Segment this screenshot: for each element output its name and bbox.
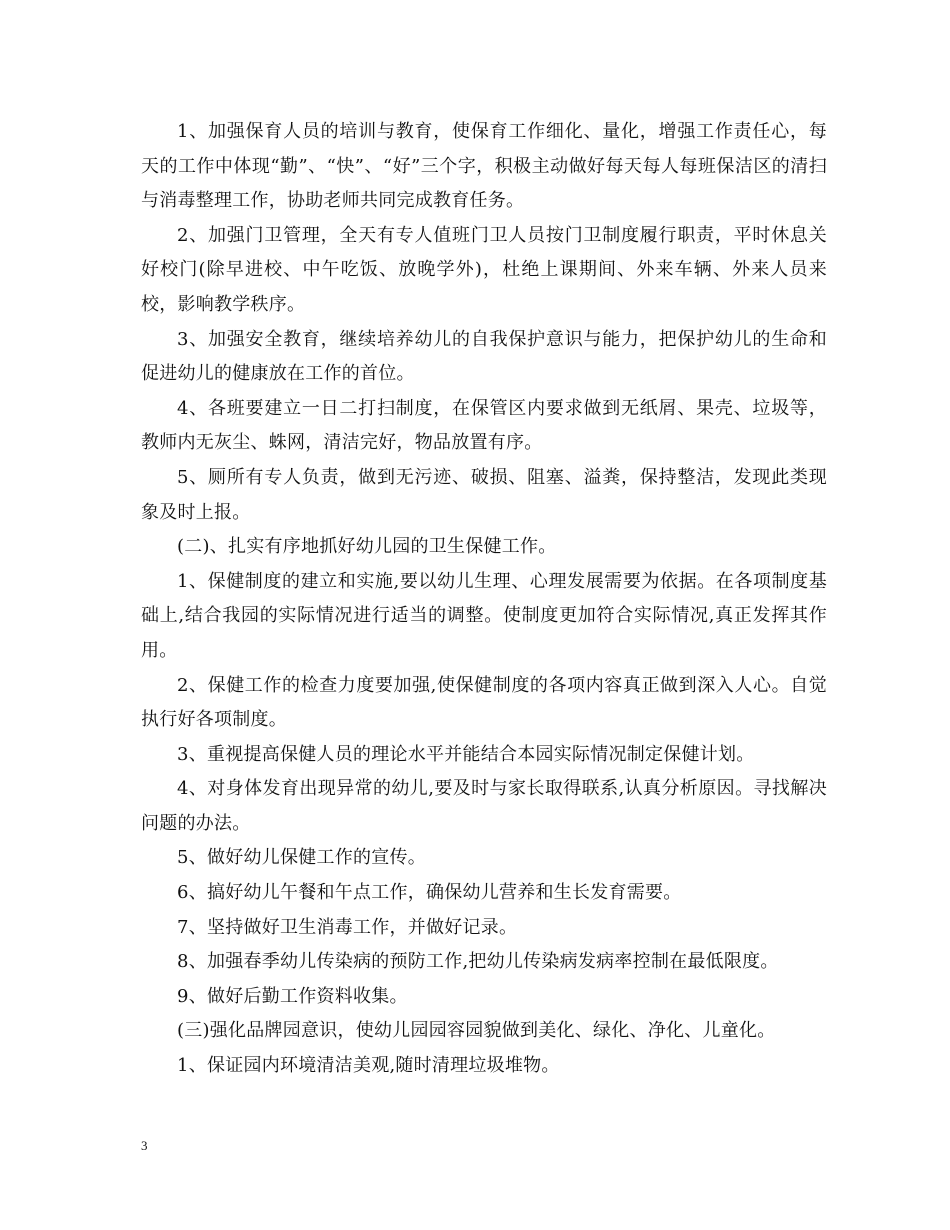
paragraph-abnormal-development: 4、对身体发育出现异常的幼儿,要及时与家长取得联系,认真分析原因。寻找解决问题的办法。 [141, 778, 827, 834]
paragraph-health-publicity: 5、做好幼儿保健工作的宣传。 [177, 847, 426, 869]
paragraph-environment-cleaning: 1、保证园内环境清洁美观,随时清理垃圾堆物。 [177, 1055, 560, 1077]
section-heading-health-care: (二)、扎实有序地抓好幼儿园的卫生保健工作。 [177, 536, 557, 558]
paragraph-disinfection: 7、坚持做好卫生消毒工作，并做好记录。 [177, 916, 518, 938]
document-body [141, 115, 827, 1084]
paragraph-health-inspection: 2、保健工作的检查力度要加强,使保健制度的各项内容真正做到深入人心。自觉执行好各项制度。 [141, 674, 827, 731]
paragraph-disease-prevention: 8、加强春季幼儿传染病的预防工作,把幼儿传染病发病率控制在最低限度。 [177, 951, 779, 973]
paragraph-cleaning-system: 4、各班要建立一日二打扫制度，在保管区内要求做到无纸屑、果壳、垃圾等，教师内无灰尘、蛛网，清洁完好，物品放置有序。 [141, 397, 827, 454]
paragraph-meals: 6、搞好幼儿午餐和午点工作，确保幼儿营养和生长发育需要。 [177, 882, 682, 904]
section-heading-brand-awareness: (三)强化品牌园意识，使幼儿园园容园貌做到美化、绿化、净化、儿童化。 [177, 1020, 776, 1042]
paragraph-gate-management: 2、加强门卫管理，全天有专人值班门卫人员按门卫制度履行职责，平时休息关好校门(除早进校、中午吃饭、放晚学外)，杜绝上课期间、外来车辆、外来人员来校，影响教学秩序。 [141, 224, 827, 315]
paragraph-safety-education: 3、加强安全教育，继续培养幼儿的自我保护意识与能力，把保护幼儿的生命和促进幼儿的健康放在工作的首位。 [141, 328, 827, 385]
page-number: 3 [141, 1138, 148, 1153]
paragraph-logistics-records: 9、做好后勤工作资料收集。 [177, 985, 408, 1007]
paragraph-health-staff-theory: 3、重视提高保健人员的理论水平并能结合本园实际情况制定保健计划。 [177, 743, 755, 765]
paragraph-staff-training: 1、加强保育人员的培训与教育，使保育工作细化、量化，增强工作责任心，每天的工作中体现“勤”、“快”、“好”三个字，积极主动做好每天每人每班保洁区的清扫与消毒整理工作，协助老师共同完成教育任务。 [141, 121, 827, 212]
paragraph-toilet-management: 5、厕所有专人负责，做到无污迹、破损、阻塞、溢粪，保持整洁，发现此类现象及时上报。 [141, 466, 827, 523]
paragraph-health-system: 1、保健制度的建立和实施,要以幼儿生理、心理发展需要为依据。在各项制度基础上,结合我园的实际情况进行适当的调整。使制度更加符合实际情况,真正发挥其作用。 [141, 570, 827, 661]
